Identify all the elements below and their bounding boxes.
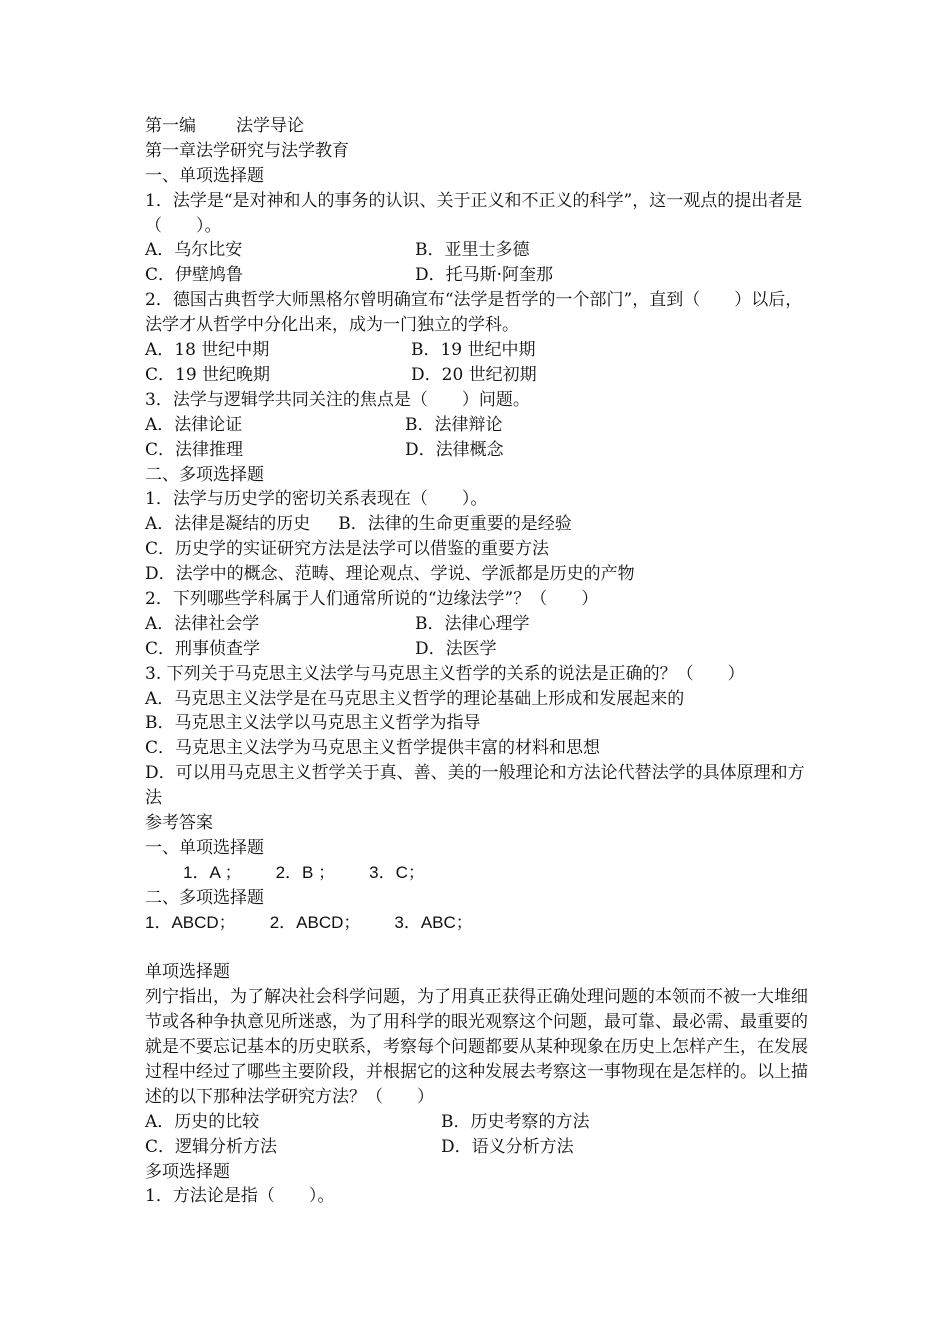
option-d: D．可以用马克思主义哲学关于真、善、美的一般理论和方法论代替法学的具体原理和方法: [145, 763, 805, 809]
spacer: [145, 935, 813, 960]
answer-item: 3．ABC；: [394, 912, 473, 932]
option-c: C．逻辑分析方法: [145, 1136, 278, 1157]
question-text: 1．法学是“是对神和人的事务的认识、关于正义和不正义的科学”，这一观点的提出者是（ ）。: [145, 190, 803, 236]
option-c: C．伊壁鸠鲁: [145, 265, 244, 286]
option-row: [145, 363, 813, 388]
option-row: [145, 338, 813, 363]
option-row: [145, 438, 813, 463]
option-b: B．亚里士多德: [415, 240, 530, 261]
option-row: [145, 612, 813, 637]
question-text: 3．法学与逻辑学共同关注的焦点是（ ）问题。: [145, 389, 530, 410]
option-b: B．法律的生命更重要的是经验: [338, 514, 572, 535]
option-row: [145, 1110, 813, 1135]
question-text: 3. 下列关于马克思主义法学与马克思主义哲学的关系的说法是正确的？（ ）: [145, 663, 745, 684]
option-row: [145, 512, 813, 537]
option-d: D．法律概念: [405, 439, 504, 460]
question-text: 2．德国古典哲学大师黑格尔曾明确宣布“法学是哲学的一个部门”，直到（ ）以后，法学才从哲学中分化出来，成为一门独立的学科。: [145, 290, 803, 336]
option-a: A．法律论证: [145, 414, 243, 435]
part-subtitle: 法学导论: [236, 116, 304, 136]
option-c: C．历史学的实证研究方法是法学可以借鉴的重要方法: [145, 539, 550, 560]
option-a: A．法律是凝结的历史: [145, 514, 311, 535]
option-c: C．法律推理: [145, 439, 244, 460]
chapter-title: 第一章法学研究与法学教育: [145, 140, 349, 161]
passage-text: 列宁指出，为了解决社会科学问题，为了用真正获得正确处理问题的本领而不被一大堆细节或各种争执意见所迷惑，为了用科学的眼光观察这个问题，最可靠、最必需、最重要的就是不要忘记基本的历史联系，考察每个问题都要从某种现象在历史上怎样产生，在发展过程中经过了哪些主要阶段，并根据它的这种发展去考察这一事物现在是怎样的。以上描述的以下那种法学研究方法？（ ）: [145, 987, 808, 1107]
option-c: C．19 世纪晚期: [145, 364, 271, 385]
answers-single-heading: 一、单项选择题: [145, 837, 264, 858]
option-row: [145, 1135, 813, 1160]
option-a: A．历史的比较: [145, 1111, 260, 1132]
option-b: B．历史考察的方法: [441, 1111, 590, 1132]
option-b: B．法律心理学: [415, 613, 530, 634]
answer-item: 3．C；: [369, 862, 425, 882]
document-body: [145, 114, 813, 1209]
answer-item: 2．ABCD；: [269, 912, 361, 932]
option-row: [145, 263, 813, 288]
option-b: B．法律辩论: [405, 414, 503, 435]
extra-single-heading: 单项选择题: [145, 962, 230, 983]
answers-heading: 参考答案: [145, 813, 213, 834]
option-d: D．20 世纪初期: [411, 364, 537, 385]
extra-multi-heading: 多项选择题: [145, 1161, 230, 1182]
question-text: 2．下列哪些学科属于人们通常所说的“边缘法学”？（ ）: [145, 588, 599, 609]
option-a: A．法律社会学: [145, 613, 260, 634]
multi-choice-heading: 二、多项选择题: [145, 464, 264, 485]
part-title: 第一编: [145, 116, 196, 136]
option-d: D．语义分析方法: [441, 1136, 574, 1157]
answer-item: 2．B ；: [275, 862, 336, 882]
answers-multi-heading: 二、多项选择题: [145, 887, 264, 908]
option-a: A．乌尔比安: [145, 240, 243, 261]
option-a: A．18 世纪中期: [145, 340, 270, 361]
answer-item: 1．A ；: [183, 862, 242, 882]
option-row: [145, 413, 813, 438]
option-d: D．法医学: [415, 638, 497, 659]
question-text: 1．法学与历史学的密切关系表现在（ ）。: [145, 489, 488, 510]
option-row: [145, 238, 813, 263]
option-c: C．刑事侦查学: [145, 638, 261, 659]
answer-item: 1．ABCD；: [145, 912, 236, 932]
option-b: B．19 世纪中期: [411, 340, 536, 361]
question-text: 1．方法论是指（ ）。: [145, 1186, 335, 1207]
answers-single-list: [145, 861, 813, 886]
option-d: D．法学中的概念、范畴、理论观点、学说、学派都是历史的产物: [145, 564, 635, 585]
option-c: C．马克思主义法学为马克思主义哲学提供丰富的材料和思想: [145, 738, 601, 759]
option-a: A．马克思主义法学是在马克思主义哲学的理论基础上形成和发展起来的: [145, 688, 685, 709]
option-row: [145, 637, 813, 662]
option-d: D．托马斯·阿奎那: [415, 265, 554, 286]
option-b: B．马克思主义法学以马克思主义哲学为指导: [145, 713, 481, 734]
single-choice-heading: 一、单项选择题: [145, 165, 264, 186]
answers-multi-list: [145, 911, 813, 936]
part-heading: [145, 114, 813, 139]
